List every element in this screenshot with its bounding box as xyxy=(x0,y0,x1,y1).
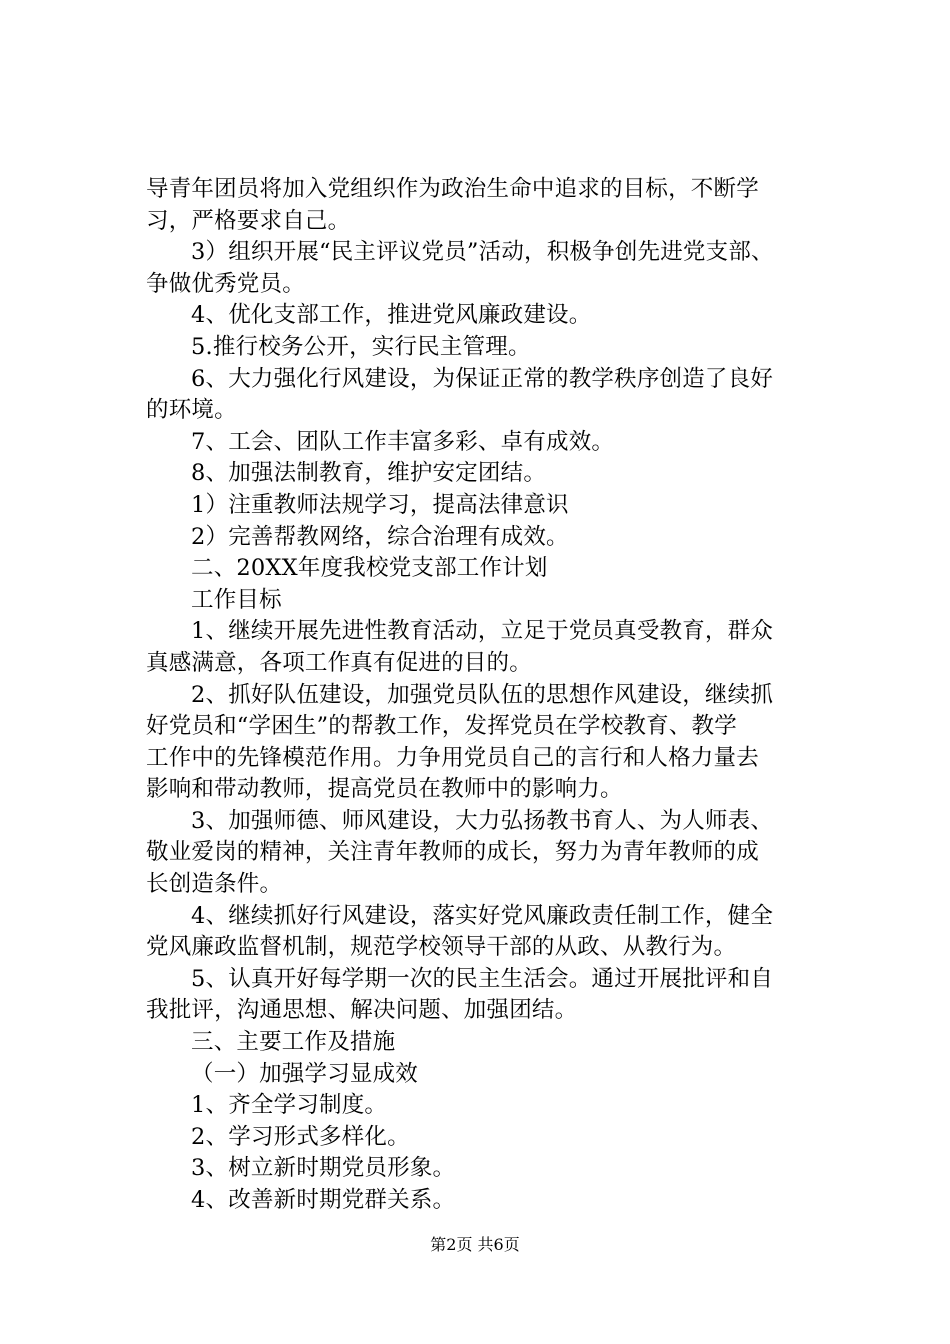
body-line: 敬业爱岗的精神，关注青年教师的成长，努力为青年教师的成 xyxy=(146,839,759,866)
subsection-heading: 工作目标 xyxy=(191,586,282,613)
list-item: 1、齐全学习制度。 xyxy=(191,1092,388,1119)
document-body xyxy=(146,174,846,1217)
body-line: 8、加强法制教育，维护安定团结。 xyxy=(191,460,547,487)
body-line: 5.推行校务公开，实行民主管理。 xyxy=(191,333,531,360)
body-line: 7、工会、团队工作丰富多彩、卓有成效。 xyxy=(191,428,615,455)
body-line: 的环境。 xyxy=(146,397,237,424)
body-line: 导青年团员将加入党组织作为政治生命中追求的目标，不断学 xyxy=(146,176,759,202)
body-line: 真感满意，各项工作真有促进的目的。 xyxy=(146,649,532,676)
body-line: 4、继续抓好行风建设，落实好党风廉政责任制工作，健全 xyxy=(191,902,774,929)
body-line: 长创造条件。 xyxy=(146,871,283,898)
body-line: 我批评，沟通思想、解决问题、加强团结。 xyxy=(146,997,578,1024)
page-footer: 第2页 共6页 xyxy=(430,1235,520,1254)
body-line: 4、优化支部工作，推进党风廉政建设。 xyxy=(191,302,592,329)
body-line: 习，严格要求自己。 xyxy=(146,207,351,234)
body-line: 1）注重教师法规学习，提高法律意识 xyxy=(191,491,569,518)
body-line: 党风廉政监督机制，规范学校领导干部的从政、从教行为。 xyxy=(146,934,737,961)
body-line: 工作中的先锋模范作用。力争用党员自己的言行和人格力量去 xyxy=(146,744,759,771)
list-item: 2、学习形式多样化。 xyxy=(191,1123,410,1150)
body-line: 影响和带动教师，提高党员在教师中的影响力。 xyxy=(146,776,623,803)
body-line: 争做优秀党员。 xyxy=(146,270,305,297)
list-item: 3、树立新时期党员形象。 xyxy=(191,1155,456,1182)
section-heading: 二、20XX年度我校党支部工作计划 xyxy=(191,555,548,582)
body-line: 好党员和“学困生”的帮教工作，发挥党员在学校教育、教学 xyxy=(146,713,737,740)
subsection-heading: （一）加强学习显成效 xyxy=(191,1060,419,1087)
body-line: 2）完善帮教网络，综合治理有成效。 xyxy=(191,523,569,550)
body-line: 6、大力强化行风建设，为保证正常的教学秩序创造了良好 xyxy=(191,365,774,392)
section-heading: 三、主要工作及措施 xyxy=(191,1029,396,1056)
body-line: 3、加强师德、师风建设，大力弘扬教书育人、为人师表、 xyxy=(191,807,774,834)
body-line: 1、继续开展先进性教育活动，立足于党员真受教育，群众 xyxy=(191,618,774,645)
body-line: 5、认真开好每学期一次的民主生活会。通过开展批评和自 xyxy=(191,965,774,992)
list-item: 4、改善新时期党群关系。 xyxy=(191,1187,456,1213)
body-line: 2、抓好队伍建设，加强党员队伍的思想作风建设，继续抓 xyxy=(191,681,774,708)
body-line: 3）组织开展“民主评议党员”活动，积极争创先进党支部、 xyxy=(191,239,774,266)
